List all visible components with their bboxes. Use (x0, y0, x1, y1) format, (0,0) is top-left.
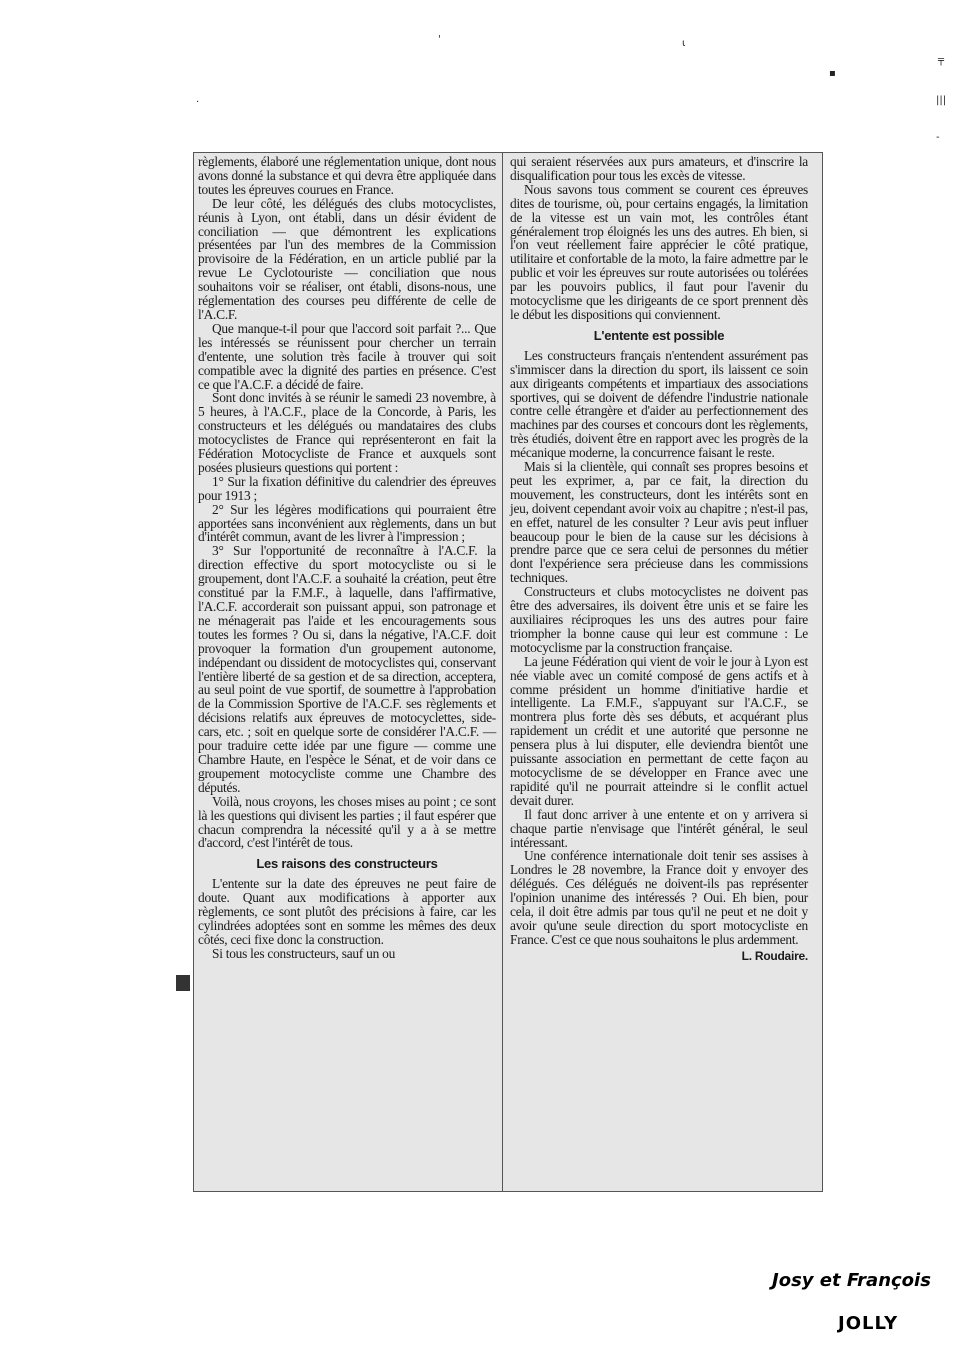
right-column (510, 155, 808, 964)
scan-speck: ╤ (938, 55, 945, 66)
article-paragraph: 1° Sur la fixation définitive du calendrier des épreuves pour 1913 ; (198, 473, 496, 503)
scan-speck: ' (438, 34, 441, 45)
article-paragraph: Mais si la clientèle, qui connaît ses propres besoins et peut les exprimer, a, par ce fait, la direction du mouvement, les constructeurs, dont les intérêts sont en jeu, doivent cependant avoir voix au chapitre ; n'est-il pas, en effet, naturel de les consulter ? Leur avis peut influer beaucoup pour le bien de la cause sur les décisions à prendre parce que ce sera celui de personnes du métier dont l'expérience sera précieuse dans les commissions techniques. (510, 459, 808, 586)
article-paragraph: règlements, élaboré une réglementation unique, dont nous avons donné la substance et qui devra être appliquée dans toutes les épreuves courues en France. (198, 154, 496, 197)
article-paragraph: Les constructeurs français n'entendent assurément pas s'immiscer dans la direction du sport, ils laissent ce soin aux dirigeants compétents et impartiaux des associations sportives, qui se doivent de défendre l'industrie nationale contre celle étrangère et d'aider au perfectionnement des machines par des courses et concours dont les règlements, très étudiés, doivent être en rapport avec les progrès de la mécanique moderne, la concurrence faisant le reste. (510, 347, 808, 461)
article-paragraph: Sont donc invités à se réunir le samedi 23 novembre, à 5 heures, à l'A.C.F., place de la Concorde, à Paris, les constructeurs et les délégués ou mandataires des clubs motocyclistes de France qui représenteront en fait la Fédération Motocycliste de France et auxquels sont posées plusieurs questions qui portent : (198, 390, 496, 475)
article-paragraph: Voilà, nous croyons, les choses mises au point ; ce sont là les questions qui divisent les parties ; il faut espérer que chacun comprendra la nécessité qu'il y a à se mettre d'accord, c'est l'intérêt de tous. (198, 793, 496, 851)
article-paragraph: Si tous les constructeurs, sauf un ou (212, 945, 396, 961)
newspaper-clipping (193, 152, 823, 1192)
article-paragraph: Il faut donc arriver à une entente et on y arrivera si chaque partie n'envisage que l'intérêt général, le seul intéressant. (510, 806, 808, 850)
article-paragraph: Que manque-t-il pour que l'accord soit parfait ?... Que les intéressés se réunissent pour chercher un terrain d'entente, une solution très facile à trouver qui soit compatible avec la dignité des parties en présence. C'est ce que l'A.C.F. a décidé de faire. (198, 320, 496, 392)
article-paragraph: La jeune Fédération qui vient de voir le jour à Lyon est née viable avec un comité composé de gens actifs et à comme président un homme d'initiative hardie et intelligente. La F.M.F., s'appuyant sur l'A.C.F., se montrera plus forte dès ses débuts, et acquérant plus rapidement un crédit et une autorité que personne ne pensera plus à lui disputer, elle deviendra bientôt une puissante association en permettant de cette façon au motocyclisme de se développer en France avec une rapidité qu'il ne pourrait atteindre si le conflit actuel devait durer. (510, 653, 808, 808)
scan-speck: - (936, 132, 940, 143)
article-paragraph: qui seraient réservées aux purs amateurs, et d'inscrire la disqualification pour tous les excès de vitesse. (510, 154, 808, 183)
scan-speck: · (196, 97, 200, 108)
section-heading: L'entente est possible (593, 327, 725, 343)
article-paragraph: 3° Sur l'opportunité de reconnaître à l'A.C.F. la direction effective du sport motocycliste ou si le groupement, dont l'A.C.F. a souhaité la création, peut être constitué par la F.M.F., à laquelle, dans l'affirmative, l'A.C.F. accorderait son puissant appui, son patronage et ne ménagerait pas l'aide et les encouragements sous toutes les formes ? Ou si, dans la négative, l'A.C.F. doit provoquer la formation d'un groupement autonome, indépendant ou dissident de motocyclistes qui, conservant l'entière liberté de sa gestion et de sa direction, acceptera, au seul point de vue sportif, de soumettre à l'approbation de la Commission Sportive de l'A.C.F. ses règlements et décisions relatifs aux épreuves de motocyclettes, side-cars, etc. ; soit en quelque sorte de considérer l'A.C.F. — pour traduire cette idée par une figure — comme une Chambre Haute, en l'espèce le Sénat, et de voir dans ce groupement motocycliste comme une Chambre des députés. (198, 543, 496, 795)
article-paragraph: Constructeurs et clubs motocyclistes ne doivent pas être des adversaires, ils doivent être unis et se faire les auxiliaires réciproques les uns des autres pour faire triompher la bonne cause qui leur est commune : Le motocyclisme par la construction française. (510, 584, 808, 655)
credit-line-2: JOLLY (838, 1313, 899, 1334)
scan-speck: ||| (936, 95, 947, 106)
article-paragraph: De leur côté, les délégués des clubs motocyclistes, réunis à Lyon, ont établi, dans un désir évident de conciliation — que démontrent les explications présentées par l'un des membres de la Commission provisoire de la Fédération, en un article publié par la revue Le Cyclotouriste — conciliation que nous souhaitons voir se réaliser, ont établi, disons-nous, une réglementation des courses peu différente de celle de l'A.C.F. (198, 195, 496, 322)
column-rule (502, 153, 503, 1192)
credit-line-1: Josy et François (772, 1270, 931, 1291)
left-column (198, 155, 496, 961)
article-paragraph: 2° Sur les légères modifications qui pourraient être apportées sans inconvénient aux règlements, dans un but d'intérêt commun, avant de les livrer à l'impression ; (198, 501, 496, 545)
section-heading: Les raisons des constructeurs (256, 856, 438, 872)
ink-bleed-mark (176, 975, 190, 991)
article-paragraph: L'entente sur la date des épreuves ne peut faire de doute. Quant aux modifications à apporter aux règlements, ce sont plutôt des précisions à faire, car les cylindrées adoptées sont en somme les mêmes des deux côtés, ceci fixe donc la construction. (198, 876, 496, 947)
author-signature: L. Roudaire. (741, 948, 808, 963)
scan-speck: ▪ (829, 68, 836, 79)
scan-speck: ι (682, 38, 686, 49)
article-paragraph: Nous savons tous comment se courent ces épreuves dites de tourisme, où, pour certains engagés, la limitation de la vitesse est un vain mot, les contrôles étant généralement trop éloignés les uns des autres. Eh bien, si l'on veut réellement faire apprécier le côté pratique, utilitaire et confortable de la moto, la faire admettre par le public et voir les épreuves sur route autorisées ou tolérées par les pouvoirs publics, il faut pour l'avenir du motocyclisme que les dirigeants de ce sport prennent dès le début les dispositions qui conviennent. (510, 181, 808, 322)
article-paragraph: Une conférence internationale doit tenir ses assises à Londres le 28 novembre, la France doit y envoyer des délégués. Ces délégués ne doivent-ils pas représenter l'opinion unanime des intéressés ? Oui. Eh bien, pour cela, il doit être admis par tous qu'il ne peut et ne doit y avoir qu'une seule direction du sport motocycliste en France. C'est ce que nous souhaitons le plus ardemment. (510, 848, 808, 947)
